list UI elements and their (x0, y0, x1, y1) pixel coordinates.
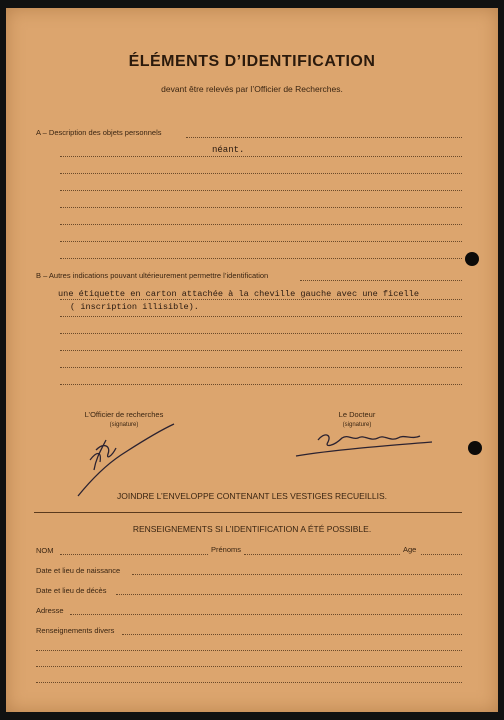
divers-label: Renseignements divers (36, 626, 115, 635)
envelope-note: JOINDRE L’ENVELOPPE CONTENANT LES VESTIGES RECUEILLIS. (116, 491, 388, 501)
dotted-line (60, 384, 462, 385)
officer-label: L’Officier de recherches (84, 410, 164, 419)
nom-label: NOM (36, 546, 54, 555)
dotted-line (60, 207, 462, 208)
dotted-line (60, 350, 462, 351)
section-a-value: néant. (212, 145, 245, 155)
dotted-line (36, 682, 462, 683)
section-b-label: B – Autres indications pouvant ultérieurement permettre l’identification (36, 271, 269, 280)
prenoms-field (244, 554, 400, 555)
section-b-line-2: ( inscription illisible). (70, 302, 199, 312)
nom-field (60, 554, 208, 555)
officer-sub: (signature) (109, 422, 139, 428)
officer-signature (66, 420, 186, 500)
divers-field (122, 634, 462, 635)
section-a-dotted-line (186, 137, 462, 138)
dotted-line (60, 190, 462, 191)
section-b-dotted-line (300, 280, 462, 281)
deces-field (116, 594, 462, 595)
dotted-line (60, 173, 462, 174)
document-page (6, 8, 498, 712)
identification-heading: RENSEIGNEMENTS SI L’IDENTIFICATION A ÉTÉ POSSIBLE. (132, 524, 372, 534)
dotted-line (36, 650, 462, 651)
doctor-signature (292, 428, 442, 462)
section-b-line-1: une étiquette en carton attachée à la cheville gauche avec une ficelle (58, 289, 419, 299)
section-a-label: A – Description des objets personnels (36, 128, 162, 137)
doctor-label: Le Docteur (338, 410, 376, 419)
dotted-line (60, 367, 462, 368)
naissance-field (132, 574, 462, 575)
doctor-sub: (signature) (342, 422, 372, 428)
dotted-line (60, 258, 462, 259)
dotted-line (60, 156, 462, 157)
adresse-field (70, 614, 462, 615)
dotted-line (60, 241, 462, 242)
dotted-line (60, 299, 462, 300)
page-subtitle: devant être relevés par l’Officier de Recherches. (161, 84, 343, 94)
page-title: ÉLÉMENTS D’IDENTIFICATION (128, 53, 376, 70)
dotted-line (60, 333, 462, 334)
divider (34, 512, 462, 513)
dotted-line (60, 316, 462, 317)
age-label: Age (403, 545, 417, 554)
prenoms-label: Prénoms (211, 545, 242, 554)
deces-label: Date et lieu de décès (36, 586, 107, 595)
age-field (421, 554, 462, 555)
dotted-line (36, 666, 462, 667)
punch-hole (465, 252, 479, 266)
naissance-label: Date et lieu de naissance (36, 566, 121, 575)
adresse-label: Adresse (36, 606, 64, 615)
dotted-line (60, 224, 462, 225)
punch-hole (468, 441, 482, 455)
